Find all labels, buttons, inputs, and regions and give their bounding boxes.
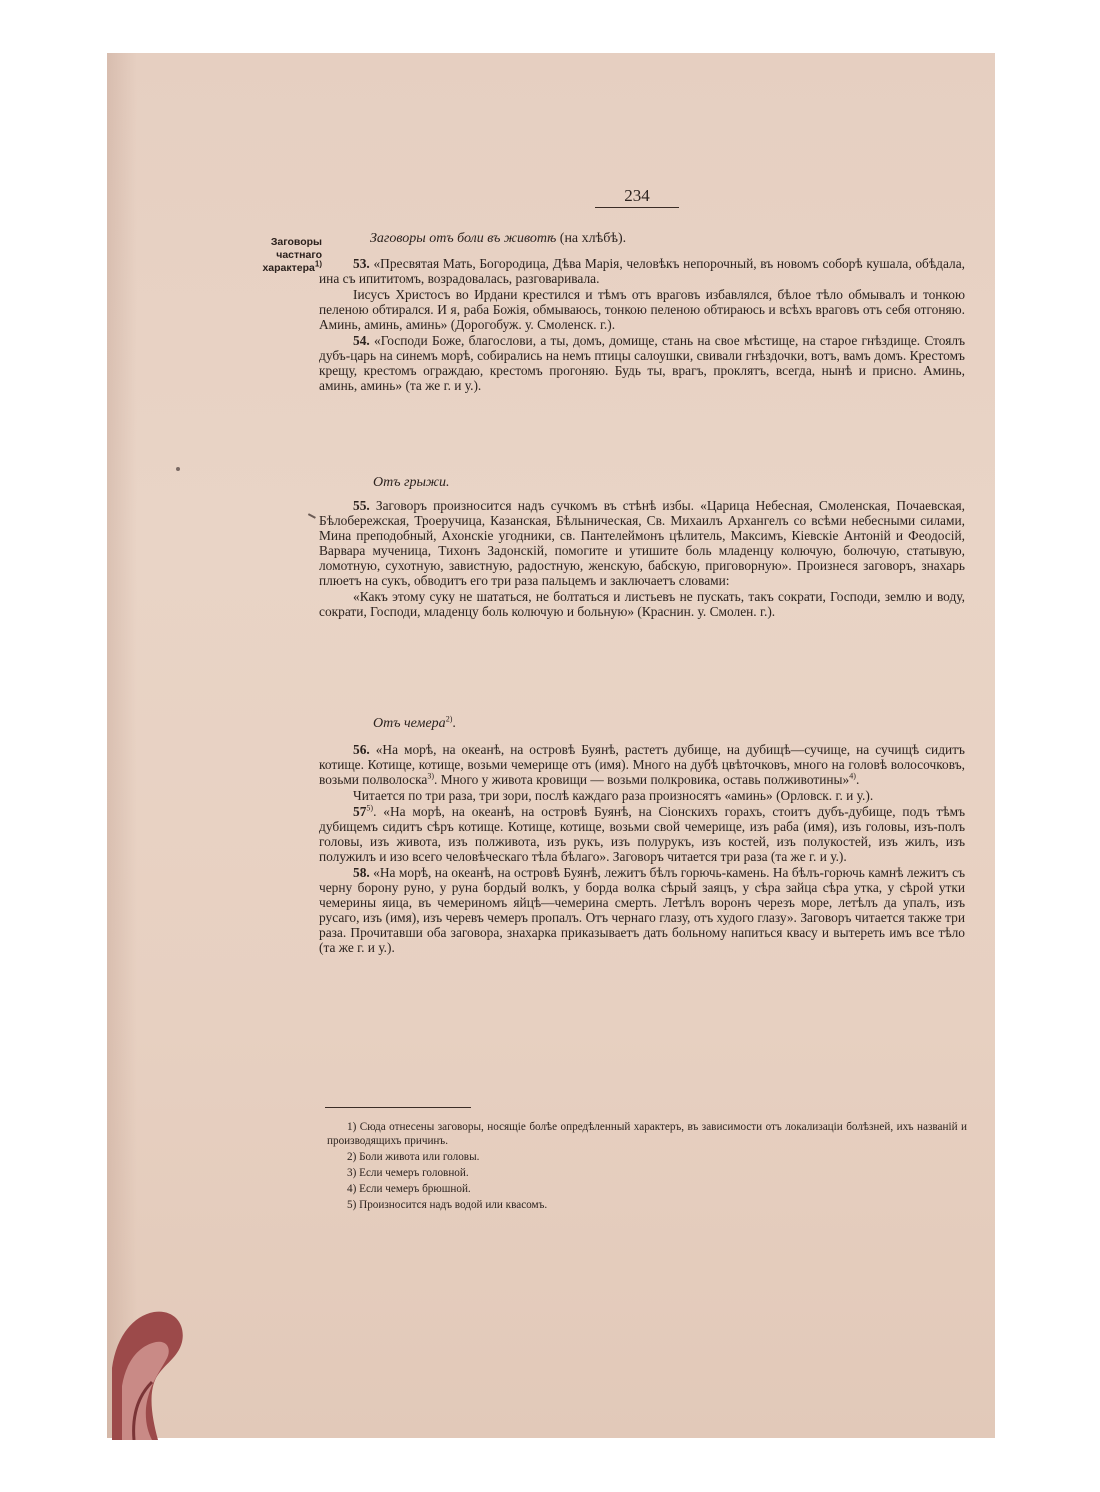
section-body (319, 498, 965, 620)
paragraph-text: «Какъ этому суку не шататься, не болтаться и листьевъ не пускать, такъ сократи, Господи, землю и воду, сократи, Господи, младенцу боль колючую и больную» (Краснин. у. Смолен. г.). (319, 589, 965, 619)
paragraph-text: «Господи Боже, благослови, а ты, домъ, домище, стань на свое мѣстище, на старое гнѣздище. Стоялъ дубъ-царь на синемъ морѣ, собирались на немъ птицы салоушки, свивали гнѣздочки, вотъ, вамъ домъ. Крестомъ крещу, крестомъ ограждаю, крестомъ прогоняю. Будь ты, врагъ, проклятъ, всегда, нынѣ и присно. Аминь, аминь, аминь» (та же г. и у.). (319, 333, 965, 393)
footnote-text: Сюда отнесены заговоры, носящіе болѣе опредѣленный характеръ, въ зависимости отъ локализаціи болѣзней, ихъ названій и производящихъ причинъ. (327, 1121, 968, 1147)
paragraph-text: Заговоръ произносится надъ сучкомъ въ стѣнѣ избы. «Царица Небесная, Смоленская, Почаевская, Бѣлобережская, Троеручица, Казанская, Бѣлыническая, Св. Михаилъ Архангелъ со всѣми небесными силами, Мина преподобный, Ахонскіе угодники, св. Пантелеймонъ цѣлитель, Максимъ, Кіевскіе Антоній и Феодосій, Варвара мученица, Тихонъ Задонскій, помогите и утишите боль младенцу колючую, болючую, статывую, ломотную, сухотную, завистную, радостную, женскую, бабскую, приговорную». Произнеся заговоръ, знахарь плюетъ на сукъ, обводитъ его три раза пальцемъ и заключаетъ словами: (319, 498, 965, 588)
margin-note (222, 236, 322, 275)
heading-suffix: (на хлѣбѣ). (559, 231, 627, 246)
stray-mark (176, 467, 180, 471)
footnote-text: Если чемеръ брюшной. (359, 1183, 471, 1195)
paragraph (319, 498, 965, 588)
paragraph (319, 287, 965, 332)
footnote (327, 1150, 967, 1164)
paragraph-text: . (855, 772, 860, 787)
paragraph-number: 53. (353, 256, 370, 271)
scanner-thumb-image (112, 1298, 198, 1440)
paragraph-text: Іисусъ Христосъ во Ирдани крестился и тѣмъ отъ враговъ избавлялся, бѣлое тѣло обмывалъ и тонкою пеленою обтирался. И я, раба Божія, обмываюсь, тонкою пеленою обтираюсь и всѣхъ враговъ отъ себя отгоняю. Аминь, аминь, аминь» (Дорогобуж. у. Смоленск. г.). (319, 287, 965, 332)
footnote-mark: 4) (347, 1183, 357, 1195)
paragraph (319, 865, 965, 955)
section-heading (373, 716, 456, 732)
paragraph (319, 788, 965, 803)
paragraph (319, 804, 965, 864)
paragraph-number: 56. (353, 742, 370, 757)
paragraph (319, 589, 965, 619)
footnote-mark: 2) (347, 1151, 357, 1163)
page-edge-shadow (107, 53, 137, 1438)
paragraph-number: 58. (353, 865, 370, 880)
margin-note-line: Заговоры (270, 236, 322, 248)
page-number: 234 (624, 186, 650, 205)
footnote (327, 1198, 967, 1212)
footnote-ref: 3) (427, 771, 434, 781)
paragraph-text: . «На морѣ, на океанѣ, на островѣ Буянѣ, на Сіонскихъ горахъ, стоитъ дубъ-дубище, подъ тѣмъ дубищемъ сидитъ сѣръ котище. Котище, котище, возьми свой чемерище, изъ раба (имя), изъ головы, изъ-полъ головы, изъ живота, изъ полживота, изъ рукъ, изъ полурукъ, изъ костей, изъ полукостей, изъ жилъ, изъ полужилъ и изо всего человѣческаго тѣла бѣлаго». Заговоръ читается три раза (та же г. и у.). (319, 804, 965, 864)
heading-suffix: . (452, 716, 456, 731)
footnote-mark: 3) (347, 1167, 357, 1179)
margin-note-line: характера$^{1)}$ (262, 259, 322, 274)
footnote-ref: 4) (849, 771, 856, 781)
footnote-separator (325, 1107, 471, 1108)
paragraph-text: Читается по три раза, три зори, послѣ каждаго раза произносятъ «аминь» (Орловск. г. и у.). (353, 788, 874, 803)
paragraph-text: . Много у живота кровищи — возьми полкровика, оставь полживотины» (434, 772, 850, 787)
section-body (319, 742, 965, 956)
page-number-rule (595, 207, 679, 208)
section-heading (370, 231, 626, 247)
footnotes (327, 1120, 967, 1214)
footnote (327, 1120, 967, 1148)
footnote-mark: 1) (347, 1121, 357, 1133)
footnote-text: Если чемеръ головной. (359, 1167, 469, 1179)
paragraph (319, 256, 965, 286)
footnote (327, 1166, 967, 1180)
footnote-ref: 5) (366, 803, 374, 813)
heading-title: Отъ грыжи. (373, 475, 450, 490)
paragraph-number: 57 (353, 804, 367, 819)
paragraph-text: «Пресвятая Мать, Богородица, Дѣва Марія, человѣкъ непорочный, въ новомъ соборѣ кушала, обѣдала, ина съ ипититомъ, возрадовалась, разговаривала. (319, 256, 965, 286)
paragraph-text: «На морѣ, на океанѣ, на островѣ Буянѣ, растетъ дубище, на дубищѣ—сучище, на сучищѣ сидитъ котище. Котище, котище, возьми чемерище отъ (имя). Много на дубѣ цвѣточковъ, много на головѣ волосочковъ, возьми полволоска (319, 742, 965, 787)
paragraph-number: 54. (353, 333, 370, 348)
footnote-ref: 2) (445, 714, 453, 724)
section-body (319, 256, 965, 394)
footnote-text: Произносится надъ водой или квасомъ. (359, 1199, 548, 1211)
heading-title: Заговоры отъ боли въ животѣ (370, 231, 557, 246)
footnote-ref: 1) (314, 259, 322, 269)
heading-title: Отъ чемера (373, 716, 446, 731)
footnote (327, 1182, 967, 1196)
paragraph (319, 333, 965, 393)
footnote-mark: 5) (347, 1199, 357, 1211)
section-heading (373, 475, 449, 491)
paragraph-number: 55. (353, 498, 370, 513)
paragraph (319, 742, 965, 787)
paragraph-text: «На морѣ, на океанѣ, на островѣ Буянѣ, лежитъ бѣлъ горючь-камень. На бѣлъ-горючь камнѣ лежитъ съ черну борону руно, у руна бордый волкъ, у борда волка сѣрый заяцъ, у сѣра зайца сѣра утка, у сѣрой утки чемерины яица, въ чемериномъ яйцѣ—чемерина смерть. Летѣлъ воронъ черезъ море, летѣлъ да упалъ, изъ русаго, изъ (имя), изъ черевъ чемеръ пропалъ. Отъ чернаго глазу, отъ худого глазу». Заговоръ читается также три раза. Прочитавши оба заговора, знахарка приказываетъ дать больному напиться квасу и вытереть имъ все тѣло (та же г. и у.). (319, 865, 965, 955)
footnote-text: Боли живота или головы. (359, 1151, 480, 1163)
margin-note-line: частнаго (276, 249, 322, 261)
